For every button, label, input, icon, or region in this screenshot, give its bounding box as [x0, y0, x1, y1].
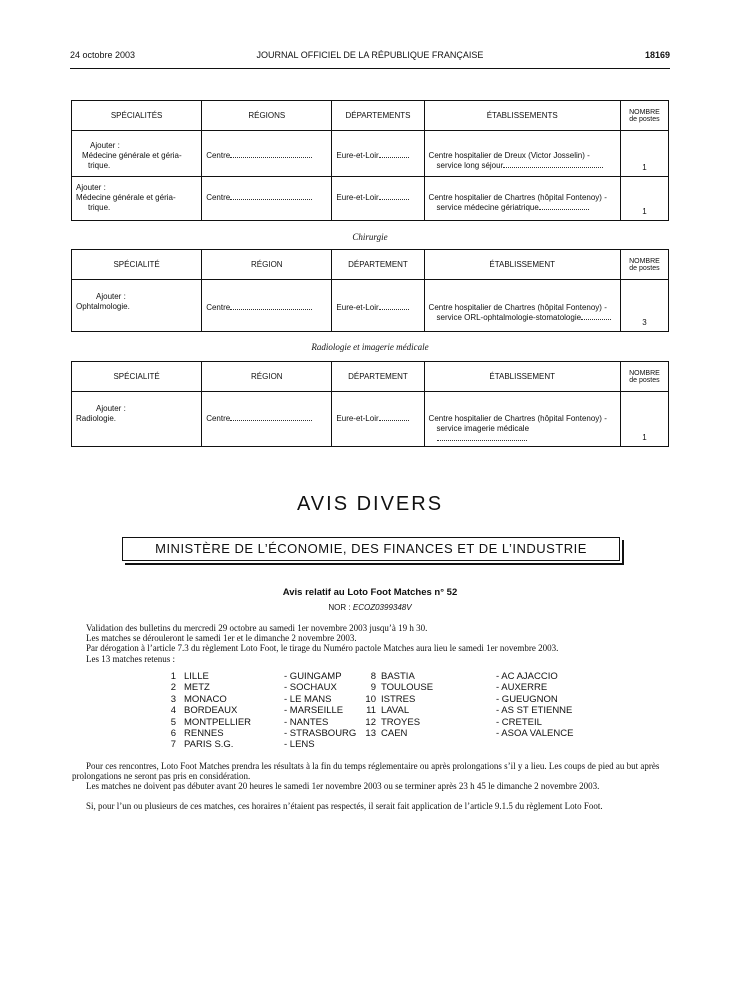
paragraph-reglement: Si, pour l’un ou plusieurs de ces matches, ces horaires n’étaient pas respectés, il serait fait application de l’article 9.1.5 du règlement Loto Foot. — [86, 801, 603, 811]
col-header-specialite: SPÉCIALITÉ — [72, 250, 202, 280]
table-row — [72, 131, 669, 177]
cell-departement: Eure-et-Loir — [332, 177, 424, 221]
table-row — [72, 392, 669, 447]
table-medecine-gerontologie — [71, 100, 669, 221]
col-header-departement: DÉPARTEMENT — [332, 250, 424, 280]
paragraph-matches-intro: Les 13 matches retenus : — [86, 654, 175, 664]
table-header-row — [72, 250, 669, 280]
section-title-radiologie: Radiologie et imagerie médicale — [311, 342, 429, 352]
cell-region: Centre — [202, 131, 332, 177]
nor-reference: NOR : ECOZ0399348V — [328, 603, 412, 612]
col-header-nombre: NOMBRE de postes — [620, 250, 668, 280]
paragraph-results: Pour ces rencontres, Loto Foot Matches prendra les résultats à la fin du temps réglementaire ou après prolongations s’il y a lieu. Les coups de pied au but après prolongations ne seront pas pris en considération. — [72, 761, 660, 781]
table-row — [72, 177, 669, 221]
ministry-box: MINISTÈRE DE L’ÉCONOMIE, DES FINANCES ET DE L’INDUSTRIE — [122, 537, 620, 561]
page-number: 18169 — [644, 50, 670, 60]
cell-etablissement: Centre hospitalier de Dreux (Victor Josselin) - service long séjour — [424, 131, 620, 177]
table-chirurgie — [71, 249, 669, 332]
paragraph-validation: Validation des bulletins du mercredi 29 octobre au samedi 1er novembre 2003 jusqu’à 19 h 30. — [86, 623, 428, 633]
cell-region: Centre — [202, 177, 332, 221]
cell-nombre: 1 — [620, 392, 668, 447]
list-item: 5 MONTPELLIER - NANTES 12 TROYES - CRETEIL — [170, 716, 542, 728]
col-header-regions: RÉGIONS — [202, 101, 332, 131]
cell-nombre: 1 — [620, 177, 668, 221]
section-title-chirurgie: Chirurgie — [352, 232, 388, 242]
paragraph-dates: Les matches se dérouleront le samedi 1er et le dimanche 2 novembre 2003. — [86, 633, 357, 643]
header-rule — [70, 68, 670, 69]
table-header-row — [72, 362, 669, 392]
cell-departement: Eure-et-Loir — [332, 131, 424, 177]
paragraph-derogation: Par dérogation à l’article 7.3 du règlement Loto Foot, le tirage du Numéro pactole Matches aura lieu le samedi 1er novembre 2003. — [86, 643, 559, 653]
matches-list — [160, 671, 600, 751]
col-header-nombre: NOMBRE de postes — [620, 101, 668, 131]
col-header-specialite: SPÉCIALITÉ — [72, 362, 202, 392]
paragraph-schedule: Les matches ne doivent pas débuter avant 20 heures le samedi 1er novembre 2003 ou se terminer après 23 h 45 le dimanche 2 novembre 2003. — [86, 781, 600, 791]
cell-etablissement: Centre hospitalier de Chartres (hôpital Fontenoy) - service imagerie médicale — [424, 392, 620, 447]
list-item: 4 BORDEAUX - MARSEILLE 11 LAVAL - AS ST ETIENNE — [170, 705, 573, 717]
col-header-etablissement: ÉTABLISSEMENT — [424, 250, 620, 280]
cell-nombre: 3 — [620, 280, 668, 332]
col-header-etablissements: ÉTABLISSEMENTS — [424, 101, 620, 131]
cell-etablissement: Centre hospitalier de Chartres (hôpital Fontenoy) - service médecine gériatrique — [424, 177, 620, 221]
header-date: 24 octobre 2003 — [70, 50, 136, 60]
col-header-departements: DÉPARTEMENTS — [332, 101, 424, 131]
col-header-etablissement: ÉTABLISSEMENT — [424, 362, 620, 392]
journal-title: JOURNAL OFFICIEL DE LA RÉPUBLIQUE FRANÇAISE — [256, 50, 484, 60]
table-radiologie — [71, 361, 669, 447]
col-header-specialites: SPÉCIALITÉS — [72, 101, 202, 131]
cell-specialite: Ajouter : Radiologie. — [72, 392, 202, 447]
cell-region: Centre — [202, 280, 332, 332]
list-item: 7 PARIS S.G. - LENS — [170, 739, 315, 751]
col-header-nombre: NOMBRE de postes — [620, 362, 668, 392]
list-item: 3 MONACO - LE MANS 10 ISTRES - GUEUGNON — [170, 693, 558, 705]
cell-departement: Eure-et-Loir — [332, 392, 424, 447]
cell-specialite: Ajouter : Médecine générale et géria- trique. — [72, 131, 202, 177]
col-header-region: RÉGION — [202, 250, 332, 280]
table-header-row — [72, 101, 669, 131]
cell-specialite: Ajouter : Ophtalmologie. — [72, 280, 202, 332]
list-item: 6 RENNES - STRASBOURG 13 CAEN - ASOA VALENCE — [170, 727, 574, 739]
col-header-departement: DÉPARTEMENT — [332, 362, 424, 392]
avis-divers-heading: AVIS DIVERS — [296, 493, 444, 515]
cell-departement: Eure-et-Loir — [332, 280, 424, 332]
notice-title: Avis relatif au Loto Foot Matches n° 52 — [282, 587, 458, 598]
list-item: 2 METZ - SOCHAUX 9 TOULOUSE - AUXERRE — [170, 682, 548, 694]
cell-nombre: 1 — [620, 131, 668, 177]
cell-region: Centre — [202, 392, 332, 447]
list-item: 1 LILLE - GUINGAMP 8 BASTIA - AC AJACCIO — [170, 671, 558, 682]
cell-specialite: Ajouter : Médecine générale et géria- trique. — [72, 177, 202, 221]
col-header-region: RÉGION — [202, 362, 332, 392]
table-row — [72, 280, 669, 332]
cell-etablissement: Centre hospitalier de Chartres (hôpital Fontenoy) - service ORL-ophtalmologie-stomatologie — [424, 280, 620, 332]
